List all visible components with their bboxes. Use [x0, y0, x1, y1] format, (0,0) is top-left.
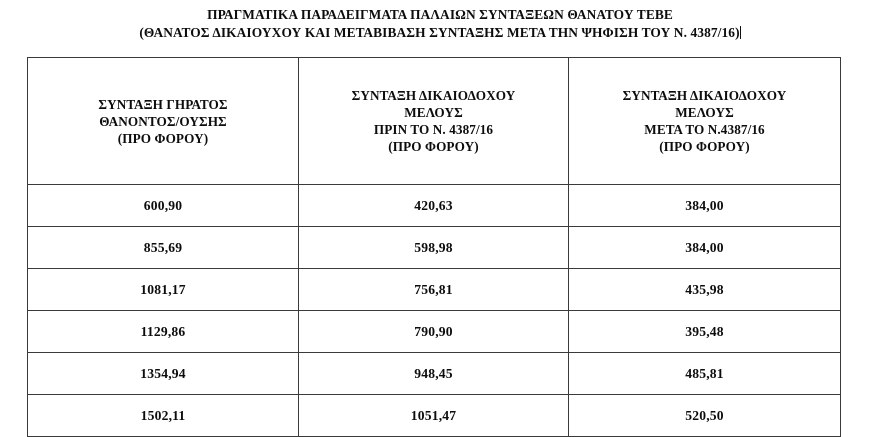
column-header-line: ΠΡΙΝ ΤΟ Ν. 4387/16: [373, 122, 494, 137]
column-header-line: ΜΕΛΟΥΣ: [404, 105, 463, 120]
cell-pension-before-law: 948,45: [299, 353, 569, 395]
cell-pension-before-law: 598,98: [299, 227, 569, 269]
cell-pension-before-law: 756,81: [299, 269, 569, 311]
cell-pension-before-law: 790,90: [299, 311, 569, 353]
cell-pension-after-law: 435,98: [569, 269, 841, 311]
table-row: [28, 353, 841, 395]
cell-old-age-pension: 1354,94: [28, 353, 299, 395]
table-row: [28, 269, 841, 311]
column-header-line: (ΠΡΟ ΦΟΡΟΥ): [117, 130, 209, 146]
cell-pension-after-law: 395,48: [569, 311, 841, 353]
cell-old-age-pension: 600,90: [28, 185, 299, 227]
table-row: [28, 311, 841, 353]
cell-pension-before-law: 420,63: [299, 185, 569, 227]
cell-pension-before-law: 1051,47: [299, 395, 569, 437]
cell-pension-after-law: 384,00: [569, 185, 841, 227]
column-header-line: ΣΥΝΤΑΞΗ ΔΙΚΑΙΟΔΟΧΟΥ: [622, 88, 787, 103]
cell-old-age-pension: 1502,11: [28, 395, 299, 437]
column-header-line: ΣΥΝΤΑΞΗ ΔΙΚΑΙΟΔΟΧΟΥ: [351, 88, 516, 103]
column-header-line: ΘΑΝΟΝΤΟΣ/ΟΥΣΗΣ: [99, 113, 227, 129]
cell-old-age-pension: 1129,86: [28, 311, 299, 353]
column-header-line: (ΠΡΟ ΦΟΡΟΥ): [659, 139, 750, 154]
cell-pension-after-law: 384,00: [569, 227, 841, 269]
document-title-line-2-wrapper: [0, 24, 880, 42]
text-cursor-caret: [740, 26, 741, 39]
table-body: [28, 185, 841, 437]
column-header-line: ΜΕΤΑ ΤΟ Ν.4387/16: [644, 122, 765, 137]
column-header-beneficiary-pension-after-law: [569, 58, 841, 185]
table-row: [28, 227, 841, 269]
table-row: [28, 395, 841, 437]
cell-old-age-pension: 1081,17: [28, 269, 299, 311]
document-title: [0, 6, 880, 41]
cell-pension-after-law: 520,50: [569, 395, 841, 437]
column-header-line: ΣΥΝΤΑΞΗ ΓΗΡΑΤΟΣ: [98, 96, 228, 112]
column-header-line: ΜΕΛΟΥΣ: [675, 105, 734, 120]
pension-comparison-table: [27, 57, 841, 437]
column-header-line: (ΠΡΟ ΦΟΡΟΥ): [388, 139, 479, 154]
cell-old-age-pension: 855,69: [28, 227, 299, 269]
document-title-line-1: ΠΡΑΓΜΑΤΙΚΑ ΠΑΡΑΔΕΙΓΜΑΤΑ ΠΑΛΑΙΩΝ ΣΥΝΤΑΞΕΩΝ ΘΑΝΑΤΟΥ ΤΕΒΕ: [207, 7, 673, 22]
document-title-line-2: (ΘΑΝΑΤΟΣ ΔΙΚΑΙΟΥΧΟΥ ΚΑΙ ΜΕΤΑΒΙΒΑΣΗ ΣΥΝΤΑΞΗΣ ΜΕΤΑ ΤΗΝ ΨΗΦΙΣΗ ΤΟΥ Ν. 4387/16): [139, 24, 740, 40]
cell-pension-after-law: 485,81: [569, 353, 841, 395]
table-row: [28, 185, 841, 227]
column-header-beneficiary-pension-before-law: [299, 58, 569, 185]
table-header-row: [28, 58, 841, 185]
table-header: [28, 58, 841, 185]
column-header-old-age-pension-deceased: [28, 58, 299, 185]
